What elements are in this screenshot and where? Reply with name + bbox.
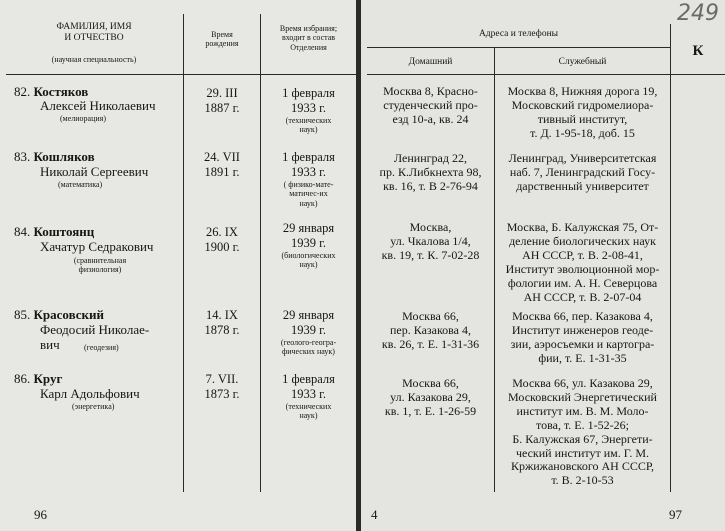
home-address: Москва, ул. Чкалова 1/4, кв. 19, т. К. 7-02-28 — [381, 220, 480, 262]
entry-birth: 29. III 1887 г. — [204, 86, 240, 115]
header-name: ФАМИЛИЯ, ИМЯ И ОТЧЕСТВО — [56, 22, 132, 44]
entry-given-name: Алексей Николаевич — [40, 98, 156, 113]
entry-heading: 83. Кошляков — [14, 149, 95, 164]
entry-given-name: Карл Адольфович — [40, 386, 140, 401]
entry-given-name: Хачатур Седракович — [40, 239, 154, 254]
entry-heading: 85. Красовский — [14, 307, 105, 322]
entry-specialty: (энергетика) — [72, 402, 115, 411]
entry-election: 1 февраля 1933 г. — [282, 86, 335, 115]
header-home: Домашний — [408, 57, 453, 67]
home-address: Ленинград 22, пр. К.Либкнехта 98, кв. 16, т. В 2-76-94 — [379, 151, 482, 193]
entry-election-note: ( физико-мате- матичес-их наук) — [283, 180, 334, 208]
work-address: Москва 66, пер. Казакова 4, Институт инженеров геодe- зии, аэросъемки и картогра- фии, т. Е. 1-31-35 — [510, 309, 655, 365]
page-number: 96 — [34, 507, 47, 522]
page-number: 97 — [669, 507, 682, 522]
home-address: Москва 66, пер. Казакова 4, кв. 26, т. Е. 1-31-36 — [381, 309, 480, 351]
entry-birth: 24. VII 1891 г. — [204, 150, 240, 179]
entry-election-note: (технических наук) — [285, 402, 332, 421]
header-election: Время избрания; входит в состав Отделения — [279, 24, 338, 52]
entry-birth: 26. IX 1900 г. — [204, 225, 240, 254]
work-address: Москва, Б. Калужская 75, От- деление биологических наук АН СССР, т. В. 2-08-41, Институт эволюционной мор- фологии им. А. Н. Северцова АН СССР, т. В. 2-07-04 — [505, 220, 660, 304]
entry-specialty: (сравнительная физиология) — [73, 256, 127, 275]
entry-election-note: (технических наук) — [285, 116, 332, 135]
work-address: Ленинград, Университетская наб. 7, Ленинградский Госу- дарственный университет — [508, 151, 657, 193]
entry-specialty: (геодезия) — [84, 343, 119, 352]
entry-election-note: (биологических наук) — [281, 251, 336, 270]
footer-mark: 4 — [371, 507, 378, 522]
header-k: К — [692, 43, 704, 59]
work-address: Москва 8, Нижняя дорога 19, Московский гидромелиора- тивный институт, т. Д. 1-95-18, доб. 15 — [507, 84, 658, 140]
entry-election: 29 января 1939 г. — [282, 308, 335, 337]
header-rule — [6, 74, 356, 75]
entry-election: 1 февраля 1933 г. — [282, 372, 335, 401]
header-birth: Время рождения — [205, 30, 239, 49]
entry-specialty: (мелиорация) — [60, 114, 107, 123]
entry-given-name-cont: вич — [40, 337, 60, 352]
entry-heading: 82. Костяков — [14, 84, 89, 99]
column-rule — [670, 24, 671, 492]
left-page — [0, 0, 356, 531]
home-address: Москва 66, ул. Казакова 29, кв. 1, т. Е. 1-26-59 — [384, 376, 477, 418]
home-address: Москва 8, Красно- студенческий про- езд 10-а, кв. 24 — [383, 84, 478, 126]
entry-election: 1 февраля 1933 г. — [282, 150, 335, 179]
header-addresses: Адреса и телефоны — [478, 29, 559, 39]
right-page — [361, 0, 725, 531]
handwritten-page-mark: 249 — [677, 1, 719, 26]
header-work: Служебный — [558, 57, 607, 67]
work-address: Москва 66, ул. Казакова 29, Московский Энергетический институт им. В. М. Моло- това, т. Е. 1-52-26; Б. Калужская 67, Энергети- ческий институт им. Г. М. Кржижановского АН СССР, т. В. 2-10-53 — [508, 376, 657, 488]
entry-specialty: (математика) — [58, 180, 103, 189]
entry-heading: 84. Коштоянц — [14, 224, 95, 239]
header-group-rule — [367, 47, 670, 48]
entry-given-name: Феодосий Николае- — [40, 322, 150, 337]
entry-heading: 86. Круг — [14, 371, 63, 386]
entry-birth: 7. VII. 1873 г. — [204, 372, 240, 401]
entry-election-note: (геолого-геогра- фических наук) — [280, 338, 337, 357]
entry-birth: 14. IX 1878 г. — [204, 308, 240, 337]
header-name-note: (научная специальность) — [51, 55, 137, 64]
entry-given-name: Николай Сергеевич — [40, 164, 149, 179]
header-rule — [367, 74, 725, 75]
entry-election: 29 января 1939 г. — [282, 221, 335, 250]
